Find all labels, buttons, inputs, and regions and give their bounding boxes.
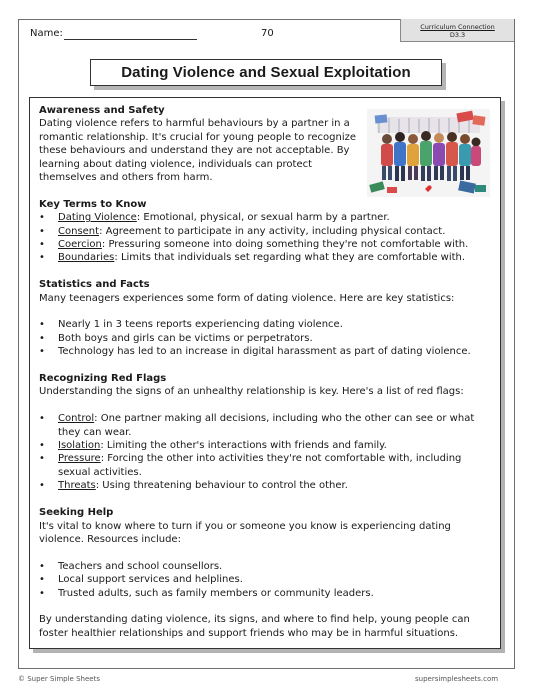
term-consent: Consent — [58, 225, 100, 237]
resource-text: Local support services and helplines. — [58, 574, 243, 586]
header — [18, 19, 515, 47]
help-intro: It's vital to know where to turn if you or someone you know is experiencing dating violence. Resources include: — [39, 520, 451, 545]
list-item: • Both boys and girls can be victims or perpetrators. — [39, 332, 313, 344]
list-item: • Nearly 1 in 3 teens reports experiencing dating violence. — [39, 319, 343, 331]
list-item: • Threats: Using threatening behaviour to control the other. — [39, 480, 348, 492]
curriculum-connection-code: D3.3 — [449, 31, 466, 39]
list-item: • Consent: Agreement to participate in any activity, including physical contact. — [39, 225, 446, 237]
list-item: • Trusted adults, such as family members or community leaders. — [39, 587, 374, 599]
statistic-text: Both boys and girls can be victims or perpetrators. — [58, 332, 313, 344]
term-coercion: Coercion — [58, 239, 102, 251]
list-item: • Coercion: Pressuring someone into doing something they're not comfortable with. — [39, 239, 469, 251]
content — [39, 104, 495, 640]
key-terms-list — [39, 211, 495, 265]
list-item: • Isolation: Limiting the other's interactions with friends and family. — [39, 440, 387, 452]
statistics-list — [39, 318, 495, 358]
list-item: • Control: One partner making all decisions, including who the other can see or what they can wear. — [39, 413, 475, 438]
heading-key-terms: Key Terms to Know — [39, 198, 147, 210]
flag-pressure: Pressure — [58, 453, 101, 465]
list-item: • Teachers and school counsellors. — [39, 560, 223, 572]
resources-list — [39, 560, 495, 600]
list-item: • Technology has led to an increase in digital harassment as part of dating violence. — [39, 346, 471, 358]
resource-text: Trusted adults, such as family members or community leaders. — [58, 587, 374, 599]
flag-threats: Threats — [58, 480, 96, 492]
term-dating-violence: Dating Violence — [58, 212, 137, 224]
term-boundaries: Boundaries — [58, 252, 115, 264]
curriculum-connection-box — [400, 19, 514, 42]
heading-seeking-help: Seeking Help — [39, 507, 114, 519]
statistics-intro: Many teenagers experiences some form of dating violence. Here are key statistics: — [39, 292, 455, 304]
term-definition: : Pressuring someone into doing something they're not comfortable with. — [101, 239, 469, 251]
flag-isolation: Isolation — [58, 440, 101, 452]
flag-control: Control — [58, 413, 95, 425]
red-flags-intro: Understanding the signs of an unhealthy relationship is key. Here's a list of red flags: — [39, 386, 464, 398]
statistic-text: Technology has led to an increase in digital harassment as part of dating violence. — [58, 346, 471, 358]
term-definition: : Emotional, physical, or sexual harm by a partner. — [136, 212, 390, 224]
term-definition: : Limits that individuals set regarding what they are comfortable with. — [114, 252, 466, 264]
resource-text: Teachers and school counsellors. — [58, 560, 223, 572]
curriculum-connection-title: Curriculum Connection — [420, 23, 495, 31]
name-label: Name: — [30, 28, 63, 39]
conclusion-text: By understanding dating violence, its signs, and where to find help, young people can foster healthier relationships and support friends who may be in harmful situations. — [39, 614, 470, 639]
heading-red-flags: Recognizing Red Flags — [39, 373, 167, 385]
flag-definition: : Using threatening behaviour to control the other. — [95, 480, 348, 492]
list-item: • Local support services and helplines. — [39, 574, 243, 586]
list-item: • Boundaries: Limits that individuals set regarding what they are comfortable with. — [39, 252, 466, 264]
list-item: • Pressure: Forcing the other into activities they're not comfortable with, including sexual activities. — [39, 453, 462, 478]
heading-awareness: Awareness and Safety — [39, 105, 165, 116]
flag-definition: : Limiting the other's interactions with friends and family. — [100, 440, 387, 452]
list-item: • Dating Violence: Emotional, physical, or sexual harm by a partner. — [39, 212, 390, 224]
footer-copyright: © Super Simple Sheets — [18, 675, 100, 683]
content-box — [29, 97, 501, 649]
flag-definition: : One partner making all decisions, including who the other can see or what they can wear. — [58, 413, 475, 438]
title-box — [90, 59, 442, 86]
term-definition: : Agreement to participate in any activity, including physical contact. — [99, 225, 446, 237]
awareness-text: Dating violence refers to harmful behaviours by a partner in a romantic relationship. It's crucial for young people to recognize these behaviours and understand they are not acceptable. By learning about dating violence, individuals can protect themselves and others from harm. — [39, 118, 357, 184]
heading-statistics: Statistics and Facts — [39, 279, 150, 291]
flag-definition: : Forcing the other into activities they're not comfortable with, including sexual activities. — [58, 453, 462, 478]
footer-website[interactable]: supersimplesheets.com — [415, 675, 499, 683]
red-flags-list — [39, 412, 495, 492]
page-title: Dating Violence and Sexual Exploitation — [121, 64, 411, 81]
statistic-text: Nearly 1 in 3 teens reports experiencing dating violence. — [58, 319, 343, 331]
name-line[interactable] — [64, 39, 197, 40]
page-number: 70 — [261, 28, 274, 39]
